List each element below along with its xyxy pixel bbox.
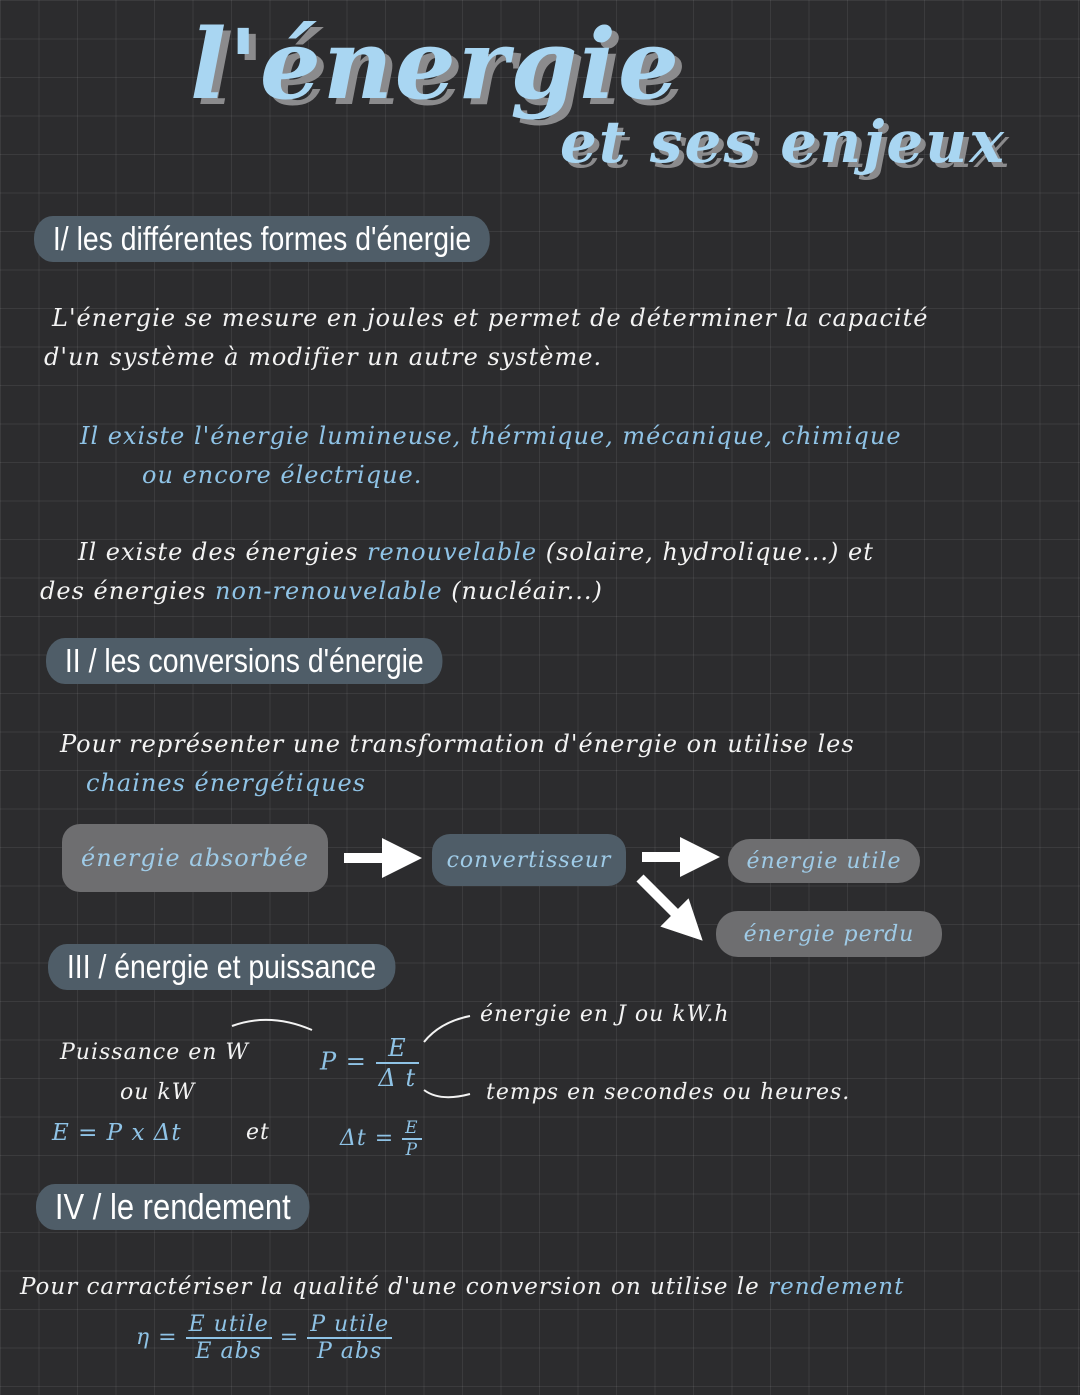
efficiency-intro-text: Pour carractériser la qualité d'une conversion on utilise le: [20, 1274, 760, 1300]
energy-formula: E = P x Δt: [52, 1120, 182, 1146]
efficiency-keyword: rendement: [768, 1274, 905, 1300]
and-word: et: [246, 1120, 270, 1145]
renewable-keyword: renouvelable: [367, 538, 538, 566]
power-formula-lhs: P =: [320, 1047, 367, 1076]
efficiency-energy-numerator: E utile: [186, 1312, 272, 1339]
power-brace: [232, 1020, 312, 1030]
power-formula-numerator: E: [376, 1034, 420, 1064]
efficiency-symbol: η =: [136, 1325, 178, 1350]
chain-intro-line-1: Pour représenter une transformation d'énergie on utilise les: [60, 730, 855, 758]
renewable-text-2: (solaire, hydrolique...) et: [545, 538, 874, 566]
chain-intro-line-2: chaines énergétiques: [86, 769, 367, 797]
definition-line-2: d'un système à modifier un autre système.: [44, 343, 603, 371]
section-heading-4: IV / le rendement: [36, 1184, 310, 1230]
efficiency-power-numerator: P utile: [307, 1312, 392, 1339]
nonrenewable-text-2: (nucléair...): [451, 577, 603, 605]
time-connector: [424, 1090, 470, 1097]
renewable-text-1: Il existe des énergies: [78, 538, 359, 566]
efficiency-equals: =: [279, 1325, 300, 1350]
duration-formula-lhs: Δt =: [340, 1126, 395, 1151]
power-formula-fraction: [376, 1034, 420, 1092]
section-heading-1: I/ les différentes formes d'énergie: [34, 216, 490, 262]
nonrenewable-text-1: des énergies: [40, 577, 207, 605]
energy-forms-line-2: ou encore électrique.: [142, 461, 423, 489]
duration-formula-fraction: [402, 1118, 421, 1160]
arrow-converter-to-lost: [640, 878, 690, 928]
duration-formula-denominator: P: [405, 1140, 419, 1160]
nonrenewable-keyword: non-renouvelable: [215, 577, 443, 605]
duration-formula: [340, 1118, 422, 1160]
power-label-2: ou kW: [120, 1080, 196, 1105]
energy-forms-line-1: Il existe l'énergie lumineuse, thérmique, mécanique, chimique: [80, 422, 902, 450]
efficiency-formula: [136, 1312, 392, 1364]
chain-lost-label: énergie perdu: [743, 921, 915, 947]
chain-absorbed-label: énergie absorbée: [81, 844, 309, 872]
efficiency-intro: [20, 1274, 904, 1300]
page-subtitle: et ses enjeux: [560, 108, 1006, 176]
page-title: l'énergie: [190, 8, 682, 121]
duration-formula-numerator: E: [402, 1118, 421, 1140]
power-formula: [320, 1034, 419, 1092]
section-heading-2: II / les conversions d'énergie: [46, 638, 443, 684]
definition-line-1: L'énergie se mesure en joules et permet de déterminer la capacité: [52, 304, 929, 332]
efficiency-power-denominator: P abs: [317, 1339, 383, 1364]
chain-useful-label: énergie utile: [746, 848, 902, 874]
efficiency-energy-denominator: E abs: [195, 1339, 262, 1364]
power-label-1: Puissance en W: [60, 1040, 250, 1065]
time-unit-label: temps en secondes ou heures.: [486, 1080, 851, 1105]
section-heading-3: III / énergie et puissance: [48, 944, 395, 990]
energy-unit-label: énergie en J ou kW.h: [480, 1002, 730, 1027]
energy-connector: [424, 1016, 470, 1042]
chain-converter-label: convertisseur: [446, 847, 612, 873]
efficiency-energy-fraction: [186, 1312, 272, 1364]
power-formula-denominator: Δ t: [378, 1064, 417, 1092]
efficiency-power-fraction: [307, 1312, 392, 1364]
